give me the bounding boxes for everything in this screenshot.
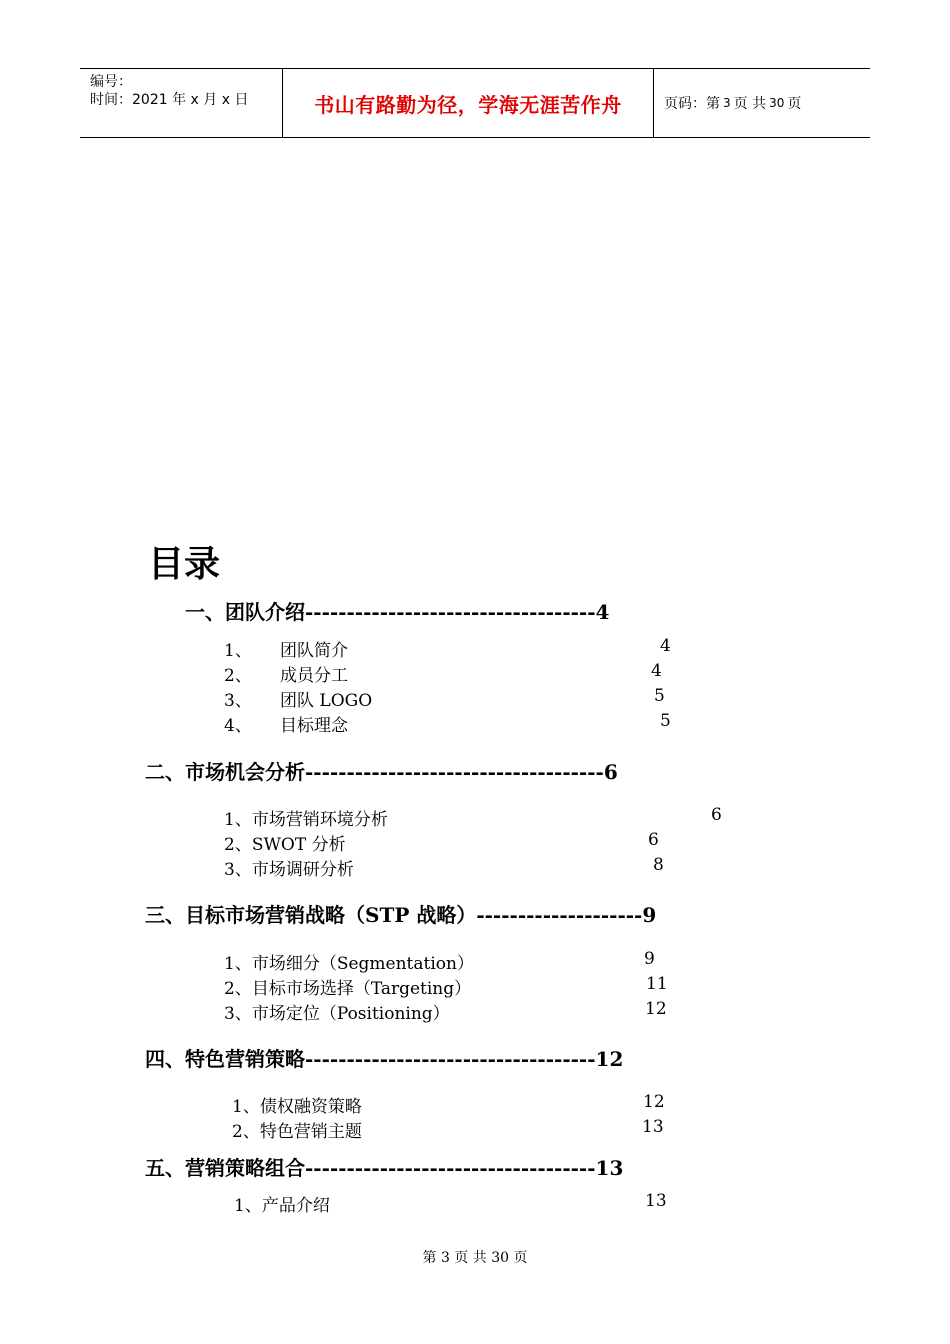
- toc-item-page: 12: [643, 1092, 665, 1112]
- page-prefix: 页码：第: [664, 96, 720, 112]
- toc-item[interactable]: 3、市场调研分析: [224, 860, 354, 880]
- toc-item[interactable]: 2、目标市场选择（Targeting）: [224, 979, 472, 999]
- toc-item-page: 6: [648, 830, 659, 850]
- toc-item-page: 4: [651, 661, 662, 681]
- toc-item-page: 12: [645, 999, 667, 1019]
- toc-item[interactable]: 3、 团队 LOGO: [224, 691, 373, 711]
- toc-item-page: 11: [646, 974, 668, 994]
- document-number-label: 编号：: [90, 74, 132, 90]
- toc-item-page: 8: [653, 855, 664, 875]
- toc-item[interactable]: 1、债权融资策略: [232, 1097, 362, 1117]
- toc-item-page: 4: [660, 636, 671, 656]
- toc-section-4[interactable]: 四、特色营销策略-----------------------------------12: [145, 1047, 624, 1071]
- header-meta: [80, 69, 282, 137]
- toc-section-5[interactable]: 五、营销策略组合-----------------------------------13: [145, 1156, 624, 1180]
- toc-item[interactable]: 2、SWOT 分析: [224, 835, 346, 855]
- header-page-info: [654, 69, 870, 137]
- page-header: [80, 68, 870, 138]
- toc-item-page: 5: [660, 711, 671, 731]
- toc-item[interactable]: 1、市场营销环境分析: [224, 810, 388, 830]
- toc-item-page: 9: [644, 949, 655, 969]
- toc-item-page: 13: [645, 1191, 667, 1211]
- header-motto: 书山有路勤为径，学海无涯苦作舟: [282, 69, 654, 137]
- toc-section-1[interactable]: 一、团队介绍-----------------------------------4: [185, 600, 610, 624]
- toc-item[interactable]: 4、 目标理念: [224, 716, 348, 736]
- toc-item[interactable]: 2、 成员分工: [224, 666, 348, 686]
- toc-title: 目录: [148, 544, 221, 585]
- toc-item[interactable]: 1、产品介绍: [234, 1196, 330, 1216]
- page-footer: 第 3 页 共 30 页: [422, 1250, 528, 1266]
- page-total: 30: [769, 96, 785, 110]
- toc-item-page: 6: [711, 805, 722, 825]
- toc-section-2[interactable]: 二、市场机会分析------------------------------------6: [145, 760, 618, 784]
- toc-item[interactable]: 3、市场定位（Positioning）: [224, 1004, 450, 1024]
- toc-item-page: 13: [642, 1117, 664, 1137]
- document-time: 时间：2021 年 x 月 x 日: [90, 92, 249, 108]
- page-current: 3: [723, 96, 731, 110]
- toc-item-page: 5: [654, 686, 665, 706]
- toc-section-3[interactable]: 三、目标市场营销战略（STP 战略）--------------------9: [145, 903, 657, 927]
- page-suffix: 页: [787, 96, 802, 112]
- toc-item[interactable]: 1、市场细分（Segmentation）: [224, 954, 474, 974]
- page-middle: 页 共: [733, 96, 767, 112]
- toc-item[interactable]: 2、特色营销主题: [232, 1122, 362, 1142]
- toc-item[interactable]: 1、 团队简介: [224, 641, 348, 661]
